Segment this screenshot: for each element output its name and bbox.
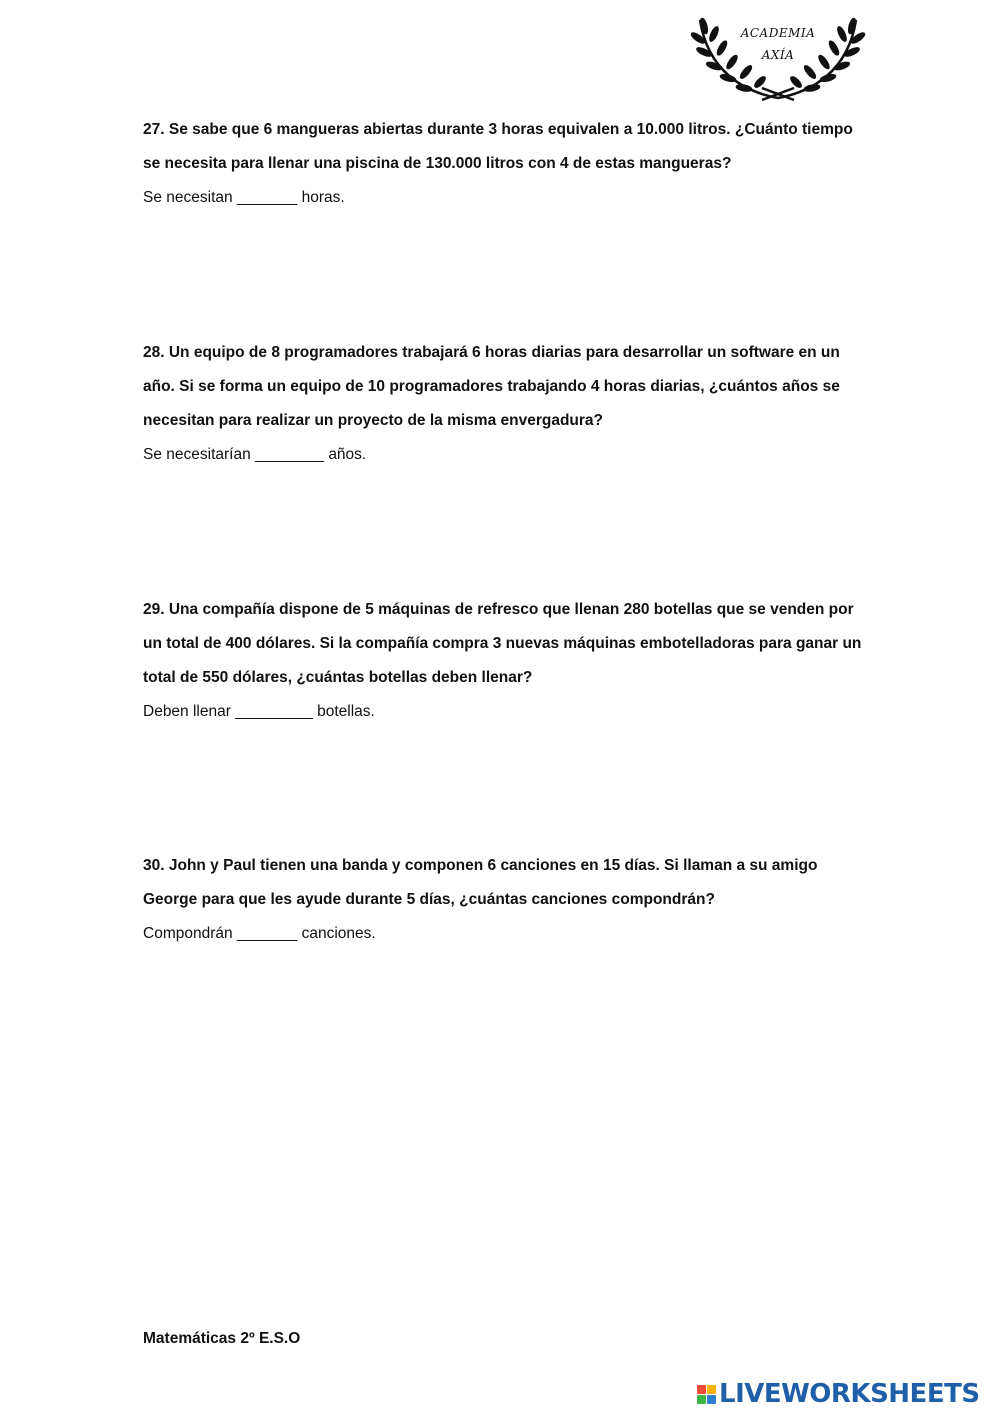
answer-prefix: Compondrán <box>143 925 233 942</box>
answer-line <box>143 181 863 215</box>
brand-name: LIVEWORKSHEETS <box>719 1379 980 1409</box>
question-text: 27. Se sabe que 6 mangueras abiertas durante 3 horas equivalen a 10.000 litros. ¿Cuánto tiempo se necesita para llenar una piscina de 130.000 litros con 4 de estas mangueras? <box>143 121 853 172</box>
brand-square-icon <box>707 1385 716 1394</box>
question-text: 30. John y Paul tienen una banda y componen 6 canciones en 15 días. Si llaman a su amigo George para que les ayude durante 5 días, ¿cuántas canciones compondrán? <box>143 857 818 908</box>
logo-text-academia: ACADEMIA <box>740 26 816 40</box>
brand-square-icon <box>697 1395 706 1404</box>
liveworksheets-icon <box>697 1385 716 1404</box>
question-27 <box>143 113 863 215</box>
brand-square-icon <box>707 1395 716 1404</box>
answer-suffix: botellas. <box>317 703 375 720</box>
answer-line <box>143 695 863 729</box>
answer-blank[interactable]: _________ <box>235 703 313 720</box>
answer-suffix: canciones. <box>301 925 376 942</box>
answer-prefix: Se necesitarían <box>143 446 251 463</box>
liveworksheets-brand[interactable] <box>697 1377 980 1411</box>
brand-square-icon <box>697 1385 706 1394</box>
answer-blank[interactable]: _______ <box>236 189 298 206</box>
answer-line <box>143 438 863 472</box>
answer-line <box>143 917 863 951</box>
answer-prefix: Se necesitan <box>143 189 233 206</box>
academia-axia-logo <box>690 12 866 104</box>
logo-text-axia: AXÍA <box>761 48 795 62</box>
answer-blank[interactable]: ________ <box>255 446 324 463</box>
answer-prefix: Deben llenar <box>143 703 231 720</box>
question-text: 28. Un equipo de 8 programadores trabajará 6 horas diarias para desarrollar un software en un año. Si se forma un equipo de 10 programadores trabajando 4 horas diarias, ¿cuántos años se necesitan para realizar un proyecto de la misma envergadura? <box>143 344 840 429</box>
answer-suffix: años. <box>328 446 367 463</box>
question-text: 29. Una compañía dispone de 5 máquinas de refresco que llenan 280 botellas que se venden por un total de 400 dólares. Si la compañía compra 3 nuevas máquinas embotelladoras para ganar un total de 550 dólares, ¿cuántas botellas deben llenar? <box>143 601 862 686</box>
question-30 <box>143 849 863 951</box>
answer-blank[interactable]: _______ <box>236 925 298 942</box>
question-28 <box>143 336 863 472</box>
question-29 <box>143 593 863 729</box>
answer-suffix: horas. <box>301 189 345 206</box>
footer-subject: Matemáticas 2º E.S.O <box>143 1330 301 1347</box>
